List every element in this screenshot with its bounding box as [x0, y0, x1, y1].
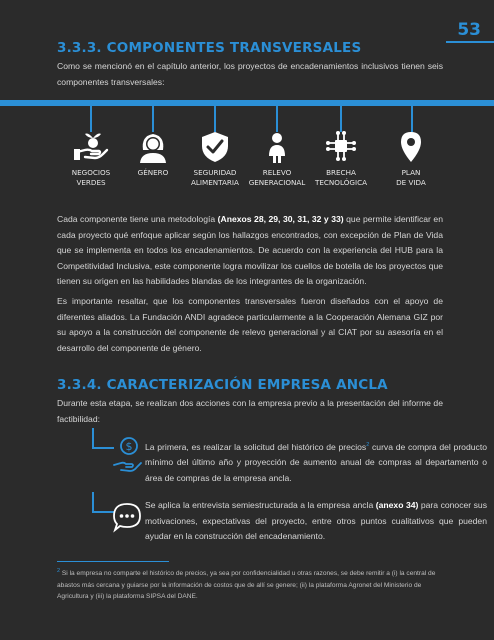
timeline-tick: [214, 106, 216, 132]
components-timeline: [0, 100, 494, 106]
timeline-tick: [340, 106, 342, 132]
component-label: GÉNERO: [137, 168, 169, 177]
component-relevo-generacional: [242, 130, 312, 188]
network-icon: [323, 130, 359, 164]
footnote-rule: [57, 561, 169, 562]
woman-icon: [135, 130, 171, 164]
component-label: BRECHA TECNOLÓGICA: [314, 168, 367, 187]
component-label: SEGURIDAD ALIMENTARIA: [191, 168, 239, 187]
section-334-intro: Durante esta etapa, se realizan dos acciones con la empresa previo a la presentación del informe de factibilidad:: [57, 398, 443, 424]
shield-check-icon: [197, 130, 233, 164]
bracket-connector: [92, 492, 114, 513]
section-333-paragraph-1: Cada componente tiene una metodología (Anexos 28, 29, 30, 31, 32 y 33) que permite identificar en cada proyecto qué enfoque aplicar según los hallazgos encontrados, con excepción de Plan de Vida que se implementa en todos los encadenamientos. De acuerdo con la experiencia del HUB para la Competitividad Inclusiva, este componente logra movilizar los cuellos de botella de los proyectos que tienen su origen en las habilidades blandas de los integrantes de la organización.: [57, 214, 443, 286]
page-number: 53: [457, 20, 481, 40]
section-title-334: 3.3.4. CARACTERIZACIÓN EMPRESA ANCLA: [57, 377, 388, 393]
money-hand-icon: [112, 436, 142, 476]
component-negocios-verdes: [56, 130, 126, 188]
timeline-tick: [90, 106, 92, 132]
action-1-text: La primera, es realizar la solicitud del histórico de precios$^2$ curva de compra del producto mínimo del último año y proyección de aumento anual de compras al departamento o área de compras de la empresa ancla.: [145, 441, 487, 483]
component-label: RELEVO GENERACIONAL: [248, 168, 306, 187]
section-333-paragraph-2: Es importante resaltar, que los componentes transversales fueron diseñados con el apoyo de diferentes aliados. La Fundación ANDI agradece particularmente a la Cooperación Alemana GIZ por su apoyo a la construcción del componente de relevo generacional y al CIAT por su asesoría en el desarrollo del componente de género.: [57, 296, 443, 353]
page-number-rule: [446, 41, 494, 43]
timeline-tick: [152, 106, 154, 132]
chat-bubble-icon: [112, 500, 142, 534]
map-pin-icon: [393, 130, 429, 164]
action-2-text: Se aplica la entrevista semiestructurada a la empresa ancla (anexo 34) para conocer sus motivaciones, expectativas del proyecto, entre otros puntos cualitativos que pueden ayudar en la construcción del encadenamiento.: [145, 500, 488, 541]
svg-text:$: $: [125, 440, 133, 453]
component-brecha-tecnologica: [306, 130, 376, 188]
component-genero: [118, 130, 188, 178]
bracket-connector: [92, 428, 114, 449]
component-label: PLAN DE VIDA: [396, 168, 426, 187]
component-seguridad-alimentaria: [180, 130, 250, 188]
component-plan-de-vida: [376, 130, 446, 188]
section-title-333: 3.3.3. COMPONENTES TRANSVERSALES: [57, 40, 362, 56]
timeline-tick: [411, 106, 413, 132]
section-333-intro: Como se mencionó en el capítulo anterior, los proyectos de encadenamientos inclusivos tienen seis componentes transversales:: [57, 61, 443, 87]
component-label: NEGOCIOS VERDES: [71, 168, 111, 187]
footnote: $^2$ Si la empresa no comparte el histórico de precios, ya sea por confidencialidad u otras razones, se debe remitir a (i) la central de abastos más cercana y guiarse por la información de costos que de allí se genere; (ii) la plataforma Agronet del Ministerio de Agricultura y (iii) la plataforma SIPSA del DANE.: [57, 568, 436, 601]
plant-in-hand-icon: [73, 130, 109, 164]
people-icon: [259, 130, 295, 164]
timeline-tick: [276, 106, 278, 132]
